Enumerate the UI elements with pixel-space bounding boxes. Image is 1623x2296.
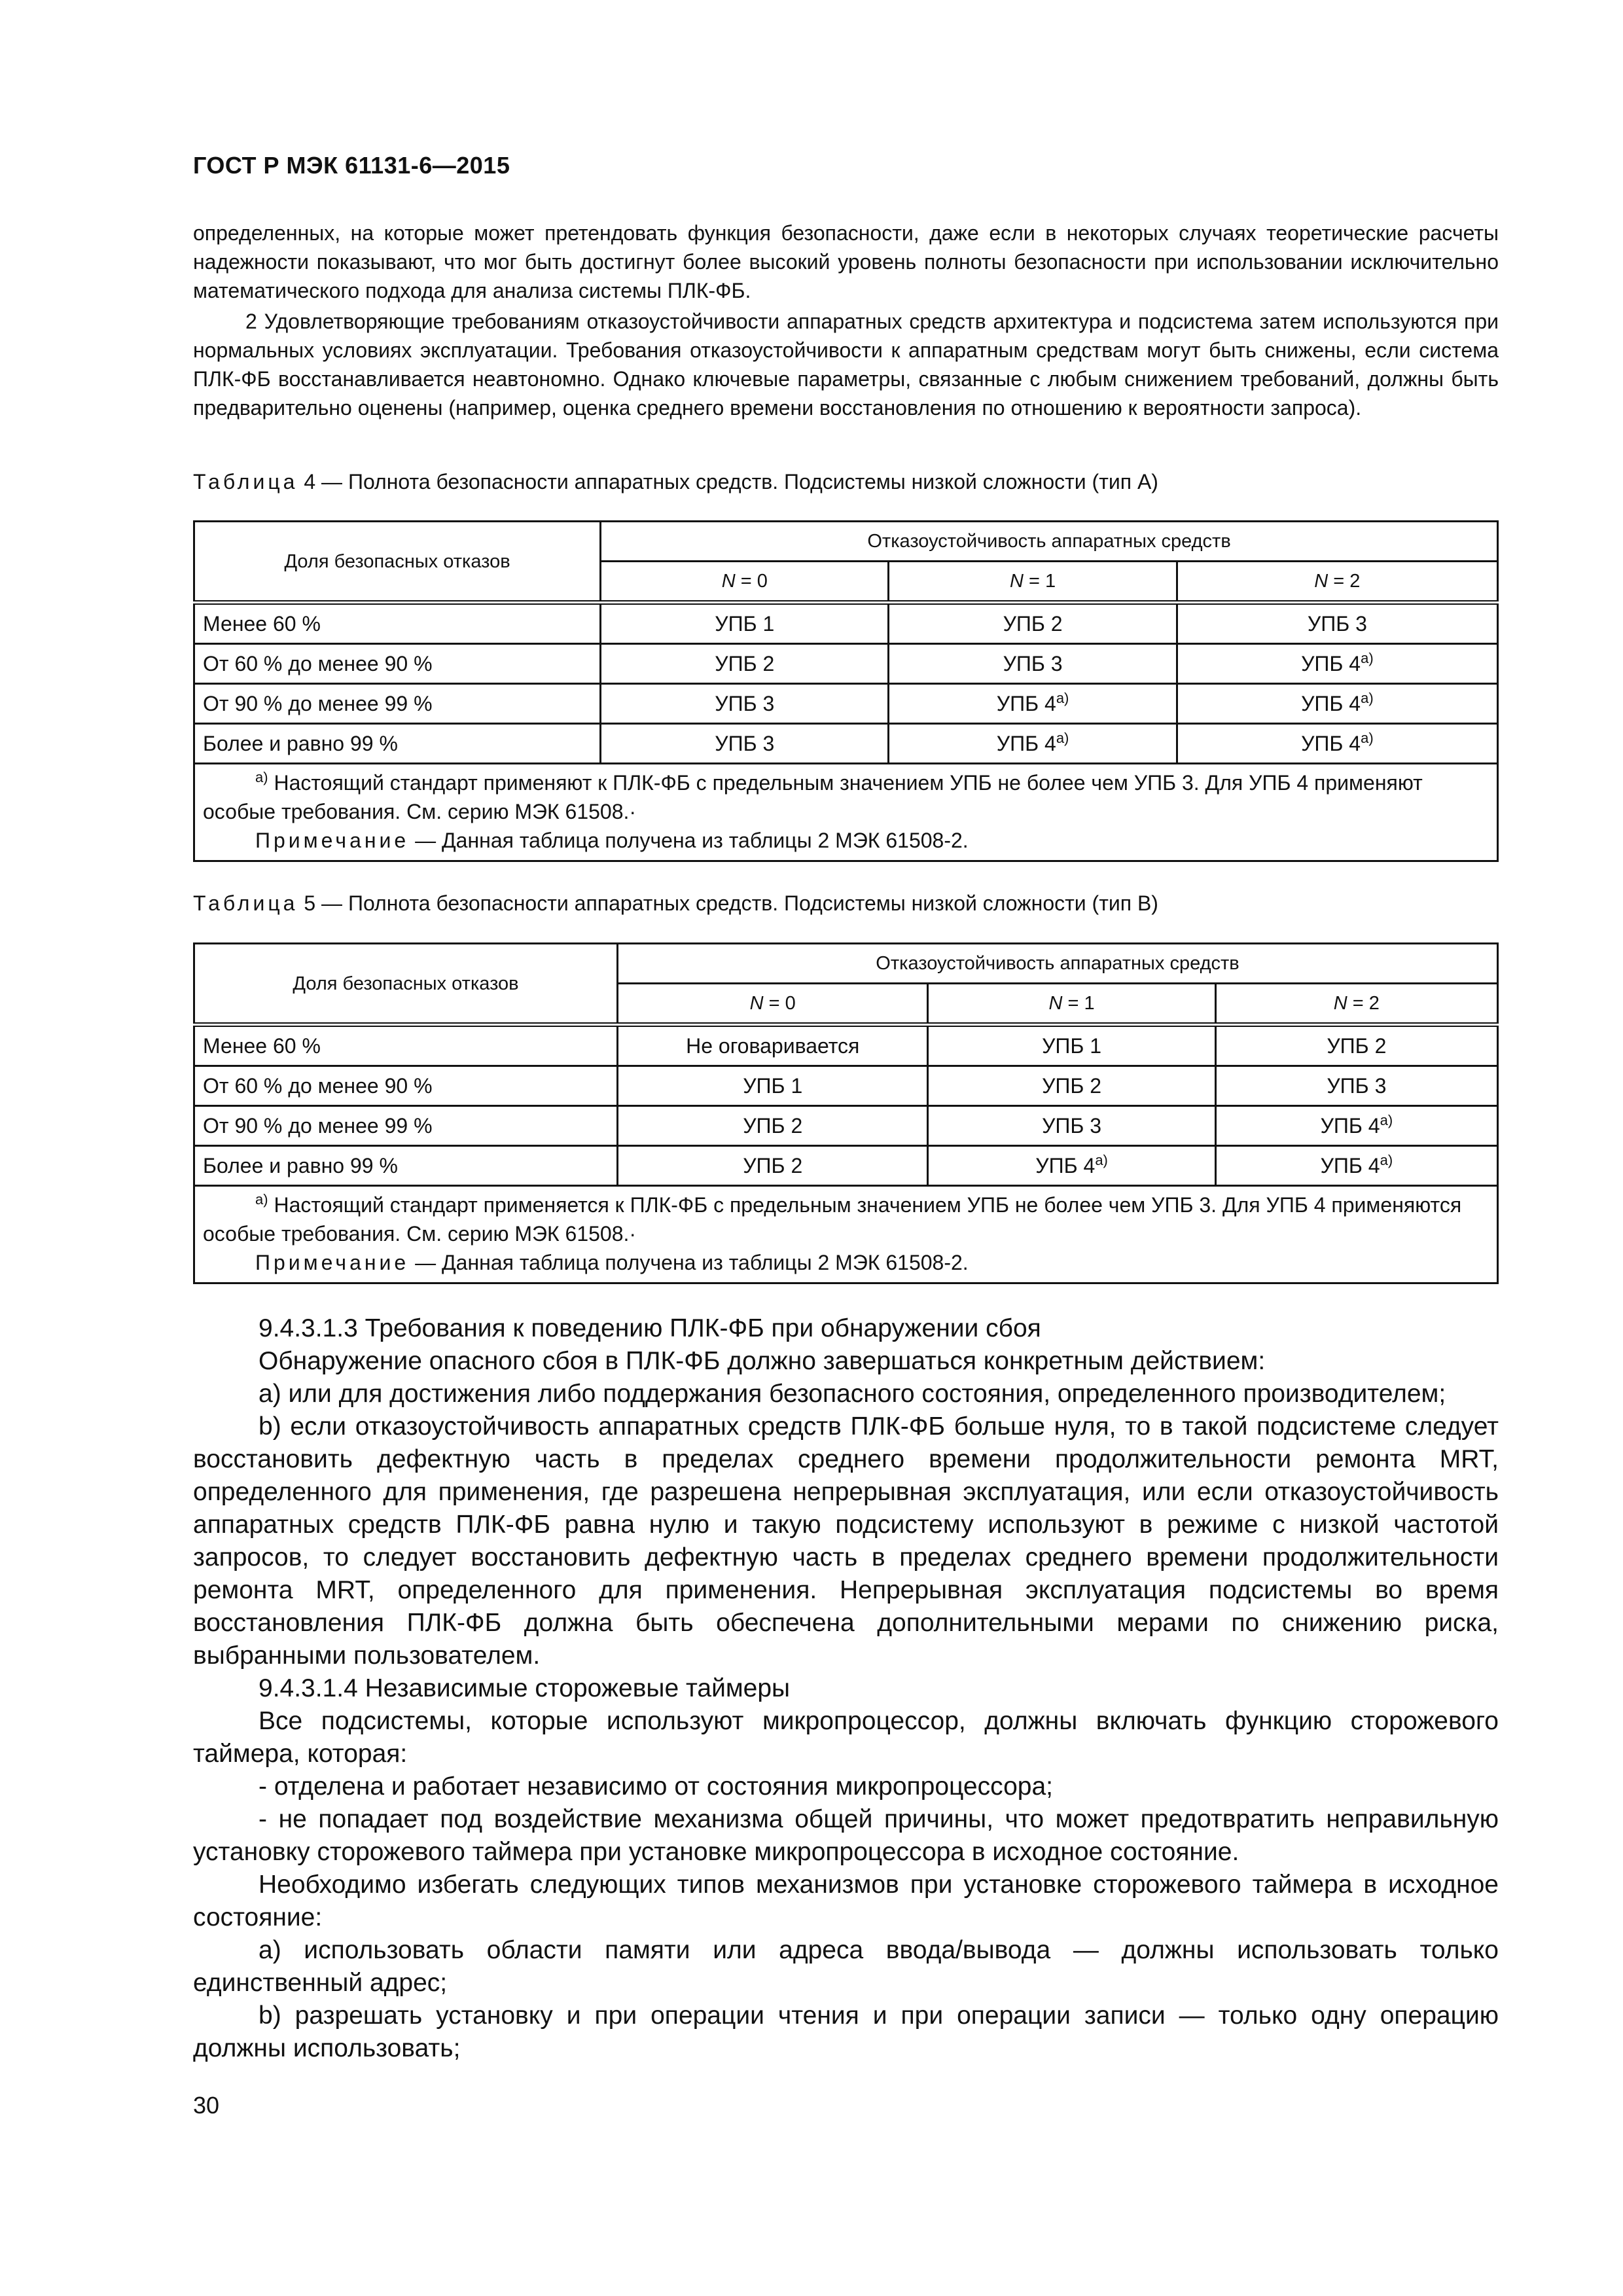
table-row bbox=[194, 1066, 1498, 1106]
intro-paragraph-2: 2 Удовлетворяющие требованиям отказоустойчивости аппаратных средств архитектура и подсистема затем используются при нормальных условиях эксплуатации. Требования отказоустойчивости к аппаратным средствам могут быть снижены, если система ПЛК-ФБ восстанавливается неавтономно. Однако ключевые параметры, связанные с любым снижением требований, должны быть предварительно оценены (например, оценка среднего времени восстановления по отношению к вероятности запроса). bbox=[193, 310, 1499, 420]
row-label: От 60 % до менее 90 % bbox=[194, 1066, 618, 1106]
row-label: От 90 % до менее 99 % bbox=[194, 684, 601, 724]
table5-caption bbox=[193, 890, 1158, 916]
cell: УПБ $4^{а)}$ bbox=[1215, 1106, 1497, 1146]
cell: УПБ $4^{а)}$ bbox=[889, 684, 1177, 724]
list-item: - не попадает под воздействие механизма общей причины, что может предотвратить неправильную установку сторожевого таймера при установке микропроцессора в исходное состояние. bbox=[193, 1805, 1499, 1866]
cell: УПБ $4^{а)}$ bbox=[1215, 1146, 1497, 1186]
body-paragraph: Обнаружение опасного сбоя в ПЛК-ФБ должно завершаться конкретным действием: bbox=[259, 1347, 1266, 1375]
table5-note: Примечание — Данная таблица получена из таблицы 2 МЭК 61508-2. bbox=[255, 1251, 969, 1274]
cell: УПБ 2 bbox=[1215, 1025, 1497, 1066]
table5-col-label: Доля безопасных отказов bbox=[194, 944, 618, 1025]
table5-group-label: Отказоустойчивость аппаратных средств bbox=[617, 944, 1497, 984]
table-row bbox=[194, 724, 1498, 764]
row-label: Более и равно 99 % bbox=[194, 1146, 618, 1186]
table4-note: Примечание — Данная таблица получена из таблицы 2 МЭК 61508-2. bbox=[255, 829, 969, 852]
body-paragraph: Все подсистемы, которые используют микропроцессор, должны включать функцию сторожевого таймера, которая: bbox=[193, 1707, 1499, 1768]
cell: УПБ 3 bbox=[1215, 1066, 1497, 1106]
cell: УПБ $4^{а)}$ bbox=[928, 1146, 1215, 1186]
cell: УПБ $4^{а)}$ bbox=[1177, 644, 1497, 684]
table5-caption-word: Таблица bbox=[193, 891, 298, 915]
cell: УПБ 3 bbox=[889, 644, 1177, 684]
table-row bbox=[194, 1025, 1498, 1066]
table4-footnote: $^{а)}$ Настоящий стандарт применяют к ПЛК-ФБ с предельным значением УПБ не более чем УПБ 3. Для УПБ 4 применяют особые требования. См. серию МЭК 61508.· bbox=[203, 769, 1423, 823]
cell: Не оговаривается bbox=[617, 1025, 927, 1066]
list-item: b) если отказоустойчивость аппаратных средств ПЛК-ФБ больше нуля, то в такой подсистеме следует восстановить дефектную часть в пределах среднего времени продолжительности ремонта MRT, определенного для применения, где разрешена непрерывная эксплуатация, или если отказоустойчивость аппаратных средств ПЛК-ФБ равна нулю и такую подсистему используют в режиме с низкой частотой запросов, то следует восстановить дефектную часть в пределах среднего времени продолжительности ремонта MRT, определенного для применения. Непрерывная эксплуатация подсистемы во время восстановления ПЛК-ФБ должна быть обеспечена дополнительными мерами по снижению риска, выбранными пользователем. bbox=[193, 1412, 1499, 1670]
table4-caption bbox=[193, 469, 1158, 495]
cell: УПБ 2 bbox=[889, 603, 1177, 644]
document-header: ГОСТ Р МЭК 61131-6—2015 bbox=[193, 152, 510, 179]
cell: УПБ $4^{а)}$ bbox=[1177, 724, 1497, 764]
cell: УПБ 1 bbox=[601, 603, 889, 644]
table5 bbox=[193, 942, 1499, 1284]
cell: УПБ 3 bbox=[601, 684, 889, 724]
table-row bbox=[194, 603, 1498, 644]
table-row bbox=[194, 1106, 1498, 1146]
table4-notes bbox=[194, 764, 1498, 861]
list-item: b) разрешать установку и при операции чтения и при операции записи — только одну операцию должны использовать; bbox=[193, 2001, 1499, 2062]
table4-col-label: Доля безопасных отказов bbox=[194, 522, 601, 603]
table4-caption-text: 4 — Полнота безопасности аппаратных средств. Подсистемы низкой сложности (тип А) bbox=[298, 470, 1158, 493]
table4-notes-row bbox=[194, 764, 1498, 861]
cell: УПБ 2 bbox=[928, 1066, 1215, 1106]
cell: УПБ $4^{а)}$ bbox=[1177, 684, 1497, 724]
table-row bbox=[194, 684, 1498, 724]
row-label: Менее 60 % bbox=[194, 1025, 618, 1066]
cell: УПБ $4^{а)}$ bbox=[889, 724, 1177, 764]
section-heading-9-4-3-1-4: 9.4.3.1.4 Независимые сторожевые таймеры bbox=[259, 1674, 791, 1702]
table4-n2-header: N = 2 bbox=[1177, 562, 1497, 603]
cell: УПБ 2 bbox=[617, 1106, 927, 1146]
body-paragraph: Необходимо избегать следующих типов механизмов при установке сторожевого таймера в исходное состояние: bbox=[193, 1871, 1499, 1931]
list-item: - отделена и работает независимо от состояния микропроцессора; bbox=[259, 1772, 1053, 1801]
cell: УПБ 2 bbox=[601, 644, 889, 684]
cell: УПБ 3 bbox=[1177, 603, 1497, 644]
table5-n0-header: N = 0 bbox=[617, 984, 927, 1025]
intro-paragraph-1: определенных, на которые может претендовать функция безопасности, даже если в некоторых случаях теоретические расчеты надежности показывают, что мог быть достигнут более высокий уровень полноты безопасности при использовании исключительно математического подхода для анализа системы ПЛК-ФБ. bbox=[193, 221, 1499, 302]
row-label: От 60 % до менее 90 % bbox=[194, 644, 601, 684]
row-label: От 90 % до менее 99 % bbox=[194, 1106, 618, 1146]
table-row bbox=[194, 1146, 1498, 1186]
section-heading-9-4-3-1-3: 9.4.3.1.3 Требования к поведению ПЛК-ФБ при обнаружении сбоя bbox=[259, 1314, 1041, 1342]
cell: УПБ 2 bbox=[617, 1146, 927, 1186]
cell: УПБ 1 bbox=[928, 1025, 1215, 1066]
cell: УПБ 3 bbox=[928, 1106, 1215, 1146]
table5-footnote: $^{а)}$ Настоящий стандарт применяется к ПЛК-ФБ с предельным значением УПБ не более чем УПБ 3. Для УПБ 4 применяются особые требования. См. серию МЭК 61508.· bbox=[203, 1191, 1462, 1246]
page-number: 30 bbox=[193, 2092, 220, 2119]
table5-n1-header: N = 1 bbox=[928, 984, 1215, 1025]
list-item: a) использовать области памяти или адреса ввода/вывода — должны использовать только единственный адрес; bbox=[193, 1936, 1499, 1997]
body-text bbox=[193, 1312, 1499, 2065]
table4 bbox=[193, 520, 1499, 862]
row-label: Менее 60 % bbox=[194, 603, 601, 644]
table5-notes-row bbox=[194, 1186, 1498, 1283]
table4-n0-header: N = 0 bbox=[601, 562, 889, 603]
cell: УПБ 3 bbox=[601, 724, 889, 764]
table-row bbox=[194, 644, 1498, 684]
list-item: a) или для достижения либо поддержания безопасного состояния, определенного производителем; bbox=[259, 1380, 1446, 1408]
table4-n1-header: N = 1 bbox=[889, 562, 1177, 603]
table5-n2-header: N = 2 bbox=[1215, 984, 1497, 1025]
table5-caption-text: 5 — Полнота безопасности аппаратных средств. Подсистемы низкой сложности (тип В) bbox=[298, 891, 1158, 915]
cell: УПБ 1 bbox=[617, 1066, 927, 1106]
table5-notes bbox=[194, 1186, 1498, 1283]
table4-group-label: Отказоустойчивость аппаратных средств bbox=[601, 522, 1498, 562]
row-label: Более и равно 99 % bbox=[194, 724, 601, 764]
table4-caption-word: Таблица bbox=[193, 470, 298, 493]
